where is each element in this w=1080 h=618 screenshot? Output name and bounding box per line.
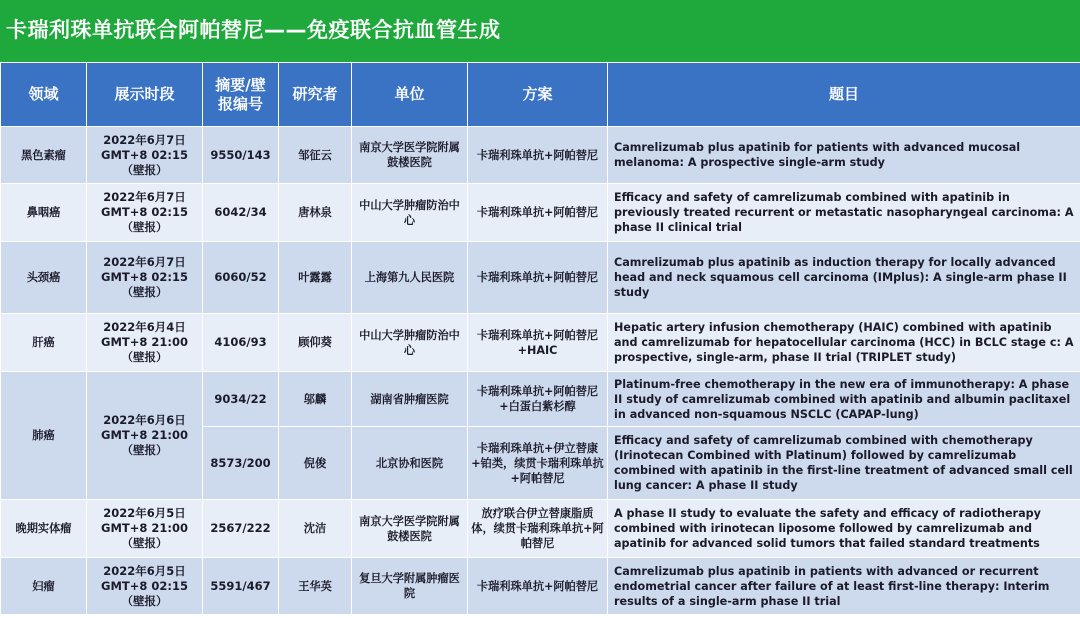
cell-regimen: 卡瑞利珠单抗+阿帕替尼+白蛋白紫杉醇 [468,372,608,427]
cell-abstract: 6042/34 [203,184,279,242]
table-row [1,127,1080,184]
time-clock: GMT+8 02:15 [101,147,188,162]
cell-topic: Camrelizumab plus apatinib in patients with advanced or recurrent endometrial cancer after failure of at least first-line therapy: Interim results of a single-arm phase II trial [608,558,1080,615]
time-clock: GMT+8 02:15 [101,205,188,219]
cell-investigator: 顾仰葵 [279,314,352,372]
cell-investigator: 唐林泉 [279,184,352,242]
header-topic: 题目 [608,63,1080,127]
time-type: （壁报） [121,162,168,177]
cell-regimen: 卡瑞利珠单抗+阿帕替尼 [468,184,608,242]
time-date: 2022年6月7日 [103,190,186,204]
table-row [1,500,1080,558]
cell-topic: Efficacy and safety of camrelizumab combined with chemotherapy (Irinotecan Combined with Platinum) followed by camrelizumab combined with apatinib in the first-line treatment of advanced small cell lung cancer: A phase II study [608,427,1080,500]
cell-topic: Efficacy and safety of camrelizumab combined with apatinib in previously treated recurrent or metastatic nasopharyngeal carcinoma: A phase II clinical trial [608,184,1080,242]
cell-time [87,184,203,242]
cell-topic: Platinum-free chemotherapy in the new era of immunotherapy: A phase II study of camrelizumab combined with apatinib and albumin paclitaxel in advanced non-squamous NSCLC (CAPAP-lung) [608,372,1080,427]
title-banner [0,0,1080,62]
time-type: （壁报） [121,593,168,608]
time-type: （壁报） [121,443,168,457]
time-clock: GMT+8 02:15 [101,270,188,284]
cell-regimen: 放疗联合伊立替康脂质体，续贯卡瑞利珠单抗+阿帕替尼 [468,500,608,558]
cell-time [87,314,203,372]
time-type: （壁报） [121,350,168,364]
cell-investigator: 倪俊 [279,427,352,500]
cell-abstract: 9034/22 [203,372,279,427]
cell-abstract: 5591/467 [203,558,279,615]
cell-domain: 黑色素瘤 [1,127,87,184]
cell-regimen: 卡瑞利珠单抗+伊立替康+铂类，续贯卡瑞利珠单抗+阿帕替尼 [468,427,608,500]
table-row [1,314,1080,372]
time-date: 2022年6月5日 [103,563,186,578]
cell-domain: 头颈癌 [1,242,87,314]
cell-topic: Camrelizumab plus apatinib as induction therapy for locally advanced head and neck squamous cell carcinoma (IMplus): A single-arm phase II study [608,242,1080,314]
table-row [1,558,1080,615]
cell-institution: 南京大学医学院附属鼓楼医院 [352,500,468,558]
cell-abstract: 4106/93 [203,314,279,372]
page-title: 卡瑞利珠单抗联合阿帕替尼——免疫联合抗血管生成 [6,18,501,42]
header-regimen: 方案 [468,63,608,127]
cell-time [87,127,203,184]
cell-institution: 中山大学肿瘤防治中心 [352,184,468,242]
cell-institution: 湖南省肿瘤医院 [352,372,468,427]
cell-domain: 鼻咽癌 [1,184,87,242]
header-abstract: 摘要/壁报编号 [203,63,279,127]
study-table [0,62,1080,615]
cell-institution: 上海第九人民医院 [352,242,468,314]
cell-regimen: 卡瑞利珠单抗+阿帕替尼+HAIC [468,314,608,372]
time-date: 2022年6月4日 [103,320,186,334]
header-domain: 领域 [1,63,87,127]
cell-regimen: 卡瑞利珠单抗+阿帕替尼 [468,127,608,184]
time-date: 2022年6月7日 [103,255,186,269]
cell-abstract: 2567/222 [203,500,279,558]
cell-topic: Camrelizumab plus apatinib for patients with advanced mucosal melanoma: A prospective single-arm study [608,127,1080,184]
time-type: （壁报） [121,536,168,550]
time-date: 2022年6月6日 [103,413,186,427]
table-row [1,372,1080,427]
header-time: 展示时段 [87,63,203,127]
cell-institution: 复旦大学附属肿瘤医院 [352,558,468,615]
cell-investigator: 邹征云 [279,127,352,184]
time-date: 2022年6月5日 [103,506,186,520]
cell-investigator: 王华英 [279,558,352,615]
time-clock: GMT+8 02:15 [101,578,188,593]
cell-abstract: 8573/200 [203,427,279,500]
cell-time [87,372,203,500]
cell-investigator: 沈洁 [279,500,352,558]
header-investigator: 研究者 [279,63,352,127]
cell-abstract: 9550/143 [203,127,279,184]
cell-domain: 妇瘤 [1,558,87,615]
cell-investigator: 叶露露 [279,242,352,314]
cell-time [87,500,203,558]
cell-abstract: 6060/52 [203,242,279,314]
cell-domain: 晚期实体瘤 [1,500,87,558]
time-type: （壁报） [121,220,168,234]
cell-time [87,242,203,314]
table-row [1,242,1080,314]
cell-institution: 中山大学肿瘤防治中心 [352,314,468,372]
time-clock: GMT+8 21:00 [101,428,188,442]
cell-domain: 肝癌 [1,314,87,372]
header-institution: 单位 [352,63,468,127]
header-row [1,63,1080,127]
time-clock: GMT+8 21:00 [101,335,188,349]
cell-investigator: 邬麟 [279,372,352,427]
cell-institution: 南京大学医学院附属鼓楼医院 [352,127,468,184]
cell-topic: A phase II study to evaluate the safety and efficacy of radiotherapy combined with irinotecan liposome followed by camrelizumab and apatinib for advanced solid tumors that failed standard treatments [608,500,1080,558]
cell-topic: Hepatic artery infusion chemotherapy (HAIC) combined with apatinib and camrelizumab for hepatocellular carcinoma (HCC) in BCLC stage c: A prospective, single-arm, phase II trial (TRIPLET study) [608,314,1080,372]
table-row [1,184,1080,242]
cell-regimen: 卡瑞利珠单抗+阿帕替尼 [468,242,608,314]
cell-institution: 北京协和医院 [352,427,468,500]
time-type: （壁报） [121,285,168,299]
time-date: 2022年6月7日 [103,132,186,147]
cell-time [87,558,203,615]
cell-regimen: 卡瑞利珠单抗+阿帕替尼 [468,558,608,615]
cell-domain: 肺癌 [1,372,87,500]
time-clock: GMT+8 21:00 [101,521,188,535]
